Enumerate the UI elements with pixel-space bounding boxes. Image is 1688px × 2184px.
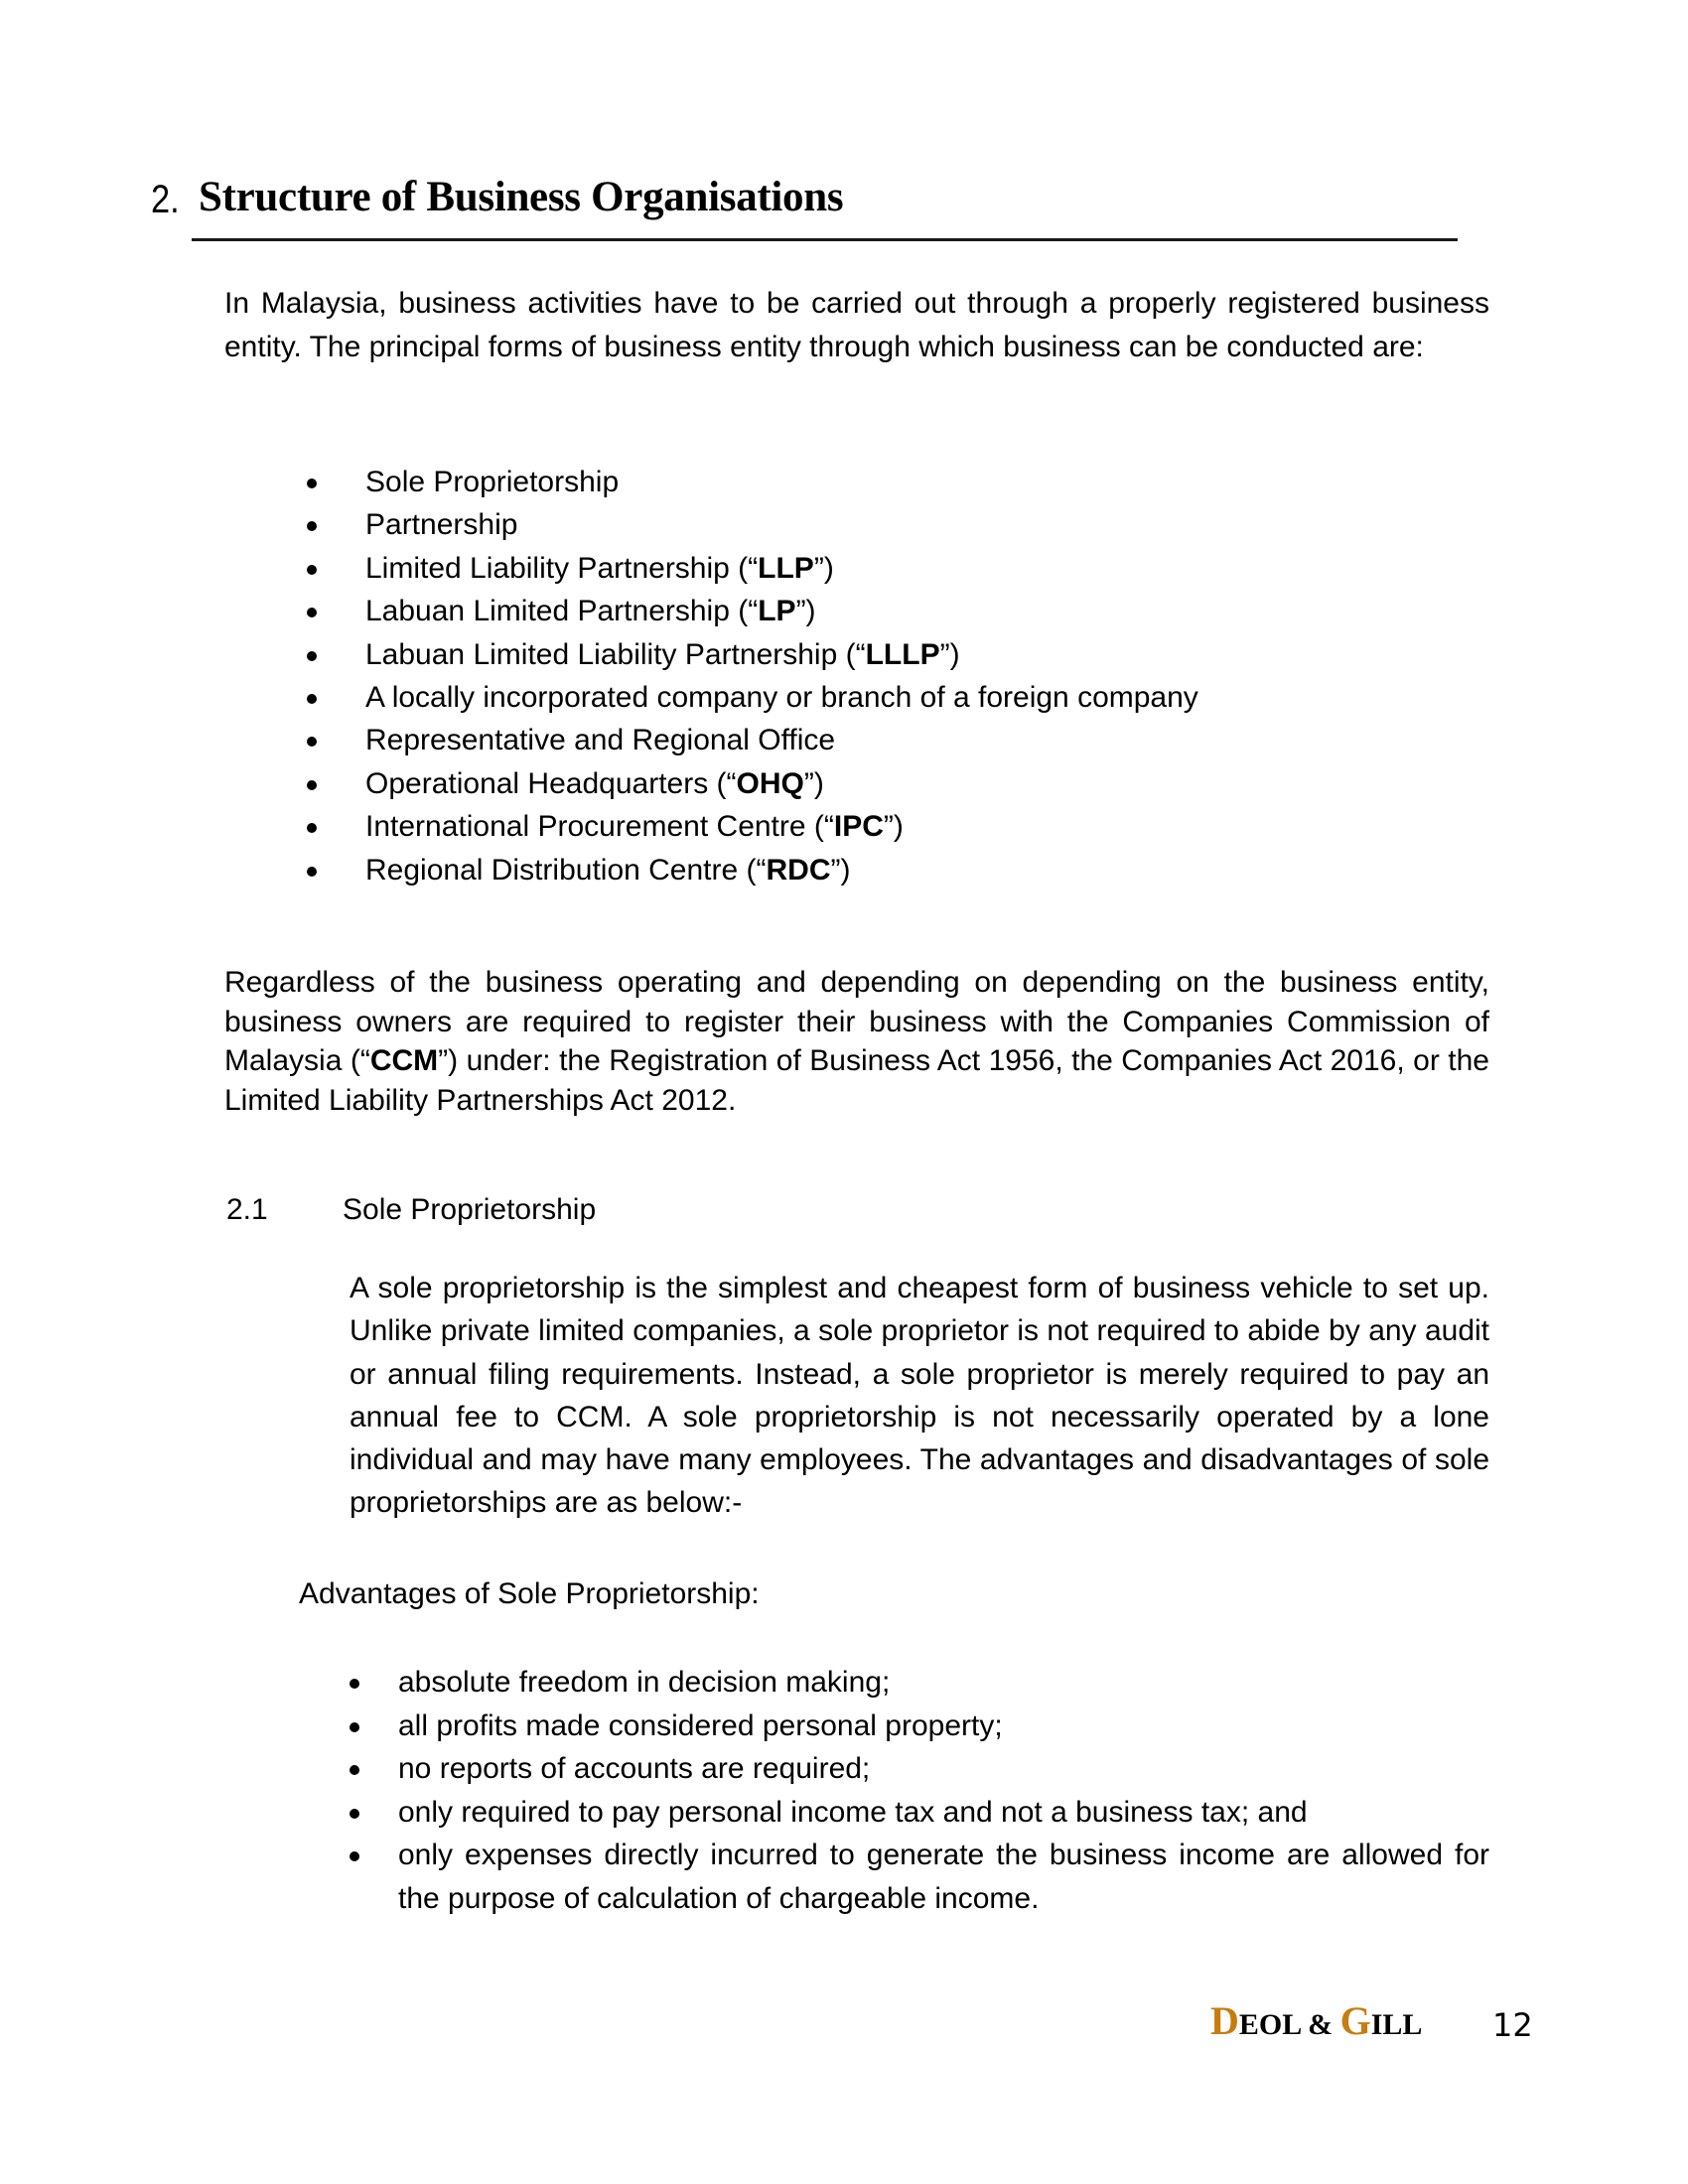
bullet-icon <box>307 823 317 833</box>
subsection-number: 2.1 <box>226 1193 268 1226</box>
firm-logo: DEOL & GILL <box>1210 1998 1423 2043</box>
bullet-icon <box>307 608 317 617</box>
subsection-title: Sole Proprietorship <box>343 1193 597 1226</box>
bullet-icon <box>350 1809 359 1819</box>
bullet-icon <box>307 867 317 877</box>
list-item: only expenses directly incurred to generate the business income are allowed for the purpose of calculation of chargeable income. <box>398 1834 1489 1920</box>
advantages-list <box>398 1661 1489 1920</box>
bullet-icon <box>350 1851 359 1861</box>
bullet-icon <box>350 1679 359 1689</box>
list-item: Operational Headquarters (“OHQ”) <box>365 762 1487 805</box>
logo-initial-g: G <box>1339 1998 1371 2043</box>
bullet-icon <box>307 694 317 704</box>
list-item: Sole Proprietorship <box>365 461 1487 503</box>
list-item: Regional Distribution Centre (“RDC”) <box>365 849 1487 891</box>
logo-initial-d: D <box>1210 1998 1239 2043</box>
section-title: Structure of Business Organisations <box>199 174 844 220</box>
bullet-icon <box>307 478 317 488</box>
abbreviation: RDC <box>766 853 831 887</box>
list-item: International Procurement Centre (“IPC”) <box>365 805 1487 848</box>
abbreviation: LLLP <box>865 637 940 671</box>
list-item: A locally incorporated company or branch of a foreign company <box>365 676 1487 719</box>
bullet-icon <box>307 780 317 790</box>
list-item: Representative and Regional Office <box>365 719 1487 761</box>
bullet-icon <box>307 565 317 575</box>
section-number: 2. <box>151 178 180 221</box>
registration-paragraph: Regardless of the business operating and depending on depending on the business entity, business owners are required to register their business with the Companies Commission of Malaysia (“CCM”) under: the Registration of Business Act 1956, the Companies Act 2016, or the Limited Liability Partnerships Act 2012. <box>224 966 1489 1117</box>
sole-proprietorship-paragraph: A sole proprietorship is the simplest and cheapest form of business vehicle to set up. Unlike private limited companies, a sole proprietor is not required to abide by any audit or annual filing requirements. Instead, a sole proprietor is merely required to pay an annual fee to CCM. A sole proprietorship is not necessarily operated by a lone individual and may have many employees. The advantages and disadvantages of sole proprietorships are as below:- <box>350 1272 1489 1520</box>
list-item: Partnership <box>365 503 1487 546</box>
bullet-icon <box>307 651 317 661</box>
intro-paragraph: In Malaysia, business activities have to be carried out through a properly registered business entity. The principal forms of business entity through which business can be conducted are: <box>224 287 1489 363</box>
bullet-icon <box>307 521 317 531</box>
abbreviation: OHQ <box>736 766 804 800</box>
list-item: all profits made considered personal property; <box>398 1705 1489 1748</box>
list-item: Labuan Limited Liability Partnership (“LLLP”) <box>365 633 1487 676</box>
list-item: absolute freedom in decision making; <box>398 1661 1489 1705</box>
page-number: 12 <box>1492 2006 1533 2044</box>
abbreviation: LLP <box>758 551 814 585</box>
abbreviation: LP <box>758 595 796 628</box>
bullet-icon <box>350 1722 359 1732</box>
entity-type-list <box>365 461 1487 891</box>
bullet-icon <box>350 1765 359 1775</box>
abbreviation: CCM <box>369 1044 439 1077</box>
bullet-icon <box>307 737 317 747</box>
list-item: Limited Liability Partnership (“LLP”) <box>365 547 1487 590</box>
list-item: Labuan Limited Partnership (“LP”) <box>365 590 1487 632</box>
advantages-heading: Advantages of Sole Proprietorship: <box>299 1577 760 1610</box>
abbreviation: IPC <box>833 810 884 844</box>
list-item: only required to pay personal income tax and not a business tax; and <box>398 1791 1489 1835</box>
list-item: no reports of accounts are required; <box>398 1747 1489 1791</box>
heading-underline <box>192 238 1458 241</box>
